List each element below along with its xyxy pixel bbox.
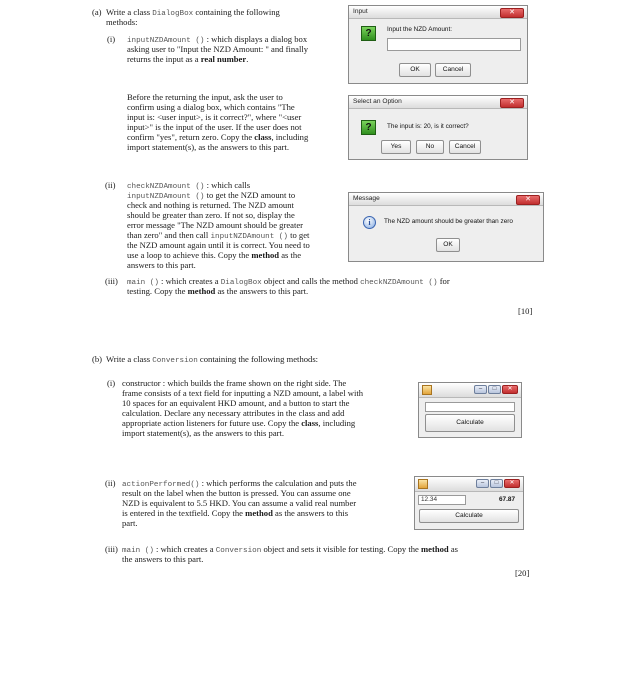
part-a-i-more-2: confirm using a dialog box, which contains "The bbox=[127, 102, 295, 112]
minimize-icon[interactable]: – bbox=[476, 479, 489, 488]
frame-titlebar[interactable] bbox=[415, 477, 523, 492]
part-a-i-more-4: input>" is the input of the user. If the user does not bbox=[127, 122, 302, 132]
conversion-frame-result bbox=[414, 476, 524, 530]
part-a-i-more-3: input is: <user input>, is it correct?", where "<user bbox=[127, 112, 302, 122]
part-b-iii-line-1: main () : which creates a Conversion object and sets it visible for testing. Copy the method as bbox=[122, 544, 458, 555]
part-a-ii-line-7: the NZD amount again until it is correct. You need to bbox=[127, 240, 310, 250]
part-a-label: (a) bbox=[92, 7, 102, 17]
part-b-intro: Write a class Conversion containing the following methods: bbox=[106, 354, 319, 365]
app-icon bbox=[422, 385, 432, 395]
input-dialog-titlebar[interactable] bbox=[349, 6, 527, 19]
input-dialog bbox=[348, 5, 528, 84]
confirm-dialog-title: Select an Option bbox=[353, 98, 402, 105]
part-a-i-label: (i) bbox=[107, 34, 116, 44]
minimize-icon[interactable]: – bbox=[474, 385, 487, 394]
input-dialog-title: Input bbox=[353, 8, 368, 15]
part-a-ii-label: (ii) bbox=[105, 180, 116, 190]
close-icon[interactable]: ✕ bbox=[500, 98, 524, 108]
cancel-button[interactable]: Cancel bbox=[449, 140, 481, 154]
yes-button[interactable]: Yes bbox=[381, 140, 411, 154]
message-dialog-title: Message bbox=[353, 195, 380, 202]
part-a-i-line-3: returns the input as a real number. bbox=[127, 54, 249, 64]
part-b-i-line-3: 10 spaces for an equivalent HKD amount, and a button to start the bbox=[122, 398, 350, 408]
message-dialog-text: The NZD amount should be greater than zero bbox=[384, 218, 513, 225]
calculate-button[interactable]: Calculate bbox=[425, 414, 515, 432]
part-b-label: (b) bbox=[92, 354, 103, 364]
part-a-i-more-1: Before the returning the input, ask the user to bbox=[127, 92, 283, 102]
part-b-iii-label: (iii) bbox=[105, 544, 118, 554]
part-a-intro-line-1: Write a class DialogBox containing the following bbox=[106, 7, 280, 18]
part-b-ii-label: (ii) bbox=[105, 478, 116, 488]
close-icon[interactable]: ✕ bbox=[502, 385, 518, 394]
nzd-amount-input[interactable] bbox=[387, 38, 521, 51]
close-icon[interactable]: ✕ bbox=[516, 195, 540, 205]
nzd-input-field[interactable] bbox=[425, 402, 515, 412]
part-b-ii-line-4: is entered in the textfield. Copy the method as the answers to this bbox=[122, 508, 349, 518]
part-a-ii-line-4: should be greater than zero. If not so, display the bbox=[127, 210, 295, 220]
part-a-iii-line-1: main () : which creates a DialogBox object and calls the method checkNZDAmount () for bbox=[127, 276, 450, 287]
confirm-dialog-message: The input is: 20, is it correct? bbox=[387, 123, 469, 130]
confirm-dialog bbox=[348, 95, 528, 160]
info-icon: i bbox=[363, 216, 376, 229]
no-button[interactable]: No bbox=[416, 140, 444, 154]
message-dialog-titlebar[interactable] bbox=[349, 193, 543, 206]
nzd-input-field[interactable]: 12.34 bbox=[418, 495, 466, 505]
part-b-i-line-2: frame consists of a text field for inputting a NZD amount, a label with bbox=[122, 388, 364, 398]
hkd-result-label: 67.87 bbox=[499, 496, 515, 503]
part-a-i-line-2: asking user to "Input the NZD Amount: " and finally bbox=[127, 44, 309, 54]
part-b-ii-line-5: part. bbox=[122, 518, 138, 528]
part-a-ii-line-1: checkNZDAmount () : which calls bbox=[127, 180, 251, 191]
part-b-ii-line-2: result on the label when the button is pressed. You can assume one bbox=[122, 488, 351, 498]
part-b-ii-line-1: actionPerformed() : which performs the calculation and puts the bbox=[122, 478, 357, 489]
input-dialog-prompt: Input the NZD Amount: bbox=[387, 26, 453, 33]
part-a-intro-line-2: methods: bbox=[106, 17, 138, 27]
part-b-i-label: (i) bbox=[107, 378, 116, 388]
ok-button[interactable]: OK bbox=[399, 63, 431, 77]
question-icon: ? bbox=[361, 120, 376, 135]
maximize-icon[interactable]: □ bbox=[488, 385, 501, 394]
maximize-icon[interactable]: □ bbox=[490, 479, 503, 488]
part-a-iii-label: (iii) bbox=[105, 276, 118, 286]
ok-button[interactable]: OK bbox=[436, 238, 460, 252]
part-b-ii-line-3: NZD is equivalent to 5.5 HKD. You can assume a valid real number bbox=[122, 498, 357, 508]
part-a-ii-line-2: inputNZDAmount () to get the NZD amount to bbox=[127, 190, 296, 201]
part-a-ii-line-5: error message "The NZD amount should be greater bbox=[127, 220, 304, 230]
confirm-dialog-titlebar[interactable] bbox=[349, 96, 527, 109]
frame-titlebar[interactable] bbox=[419, 383, 521, 398]
part-b-i-line-6: import statement(s), as the answers to this part. bbox=[122, 428, 285, 438]
part-a-marks: [10] bbox=[518, 306, 533, 316]
close-icon[interactable]: ✕ bbox=[504, 479, 520, 488]
part-a-iii-line-2: testing. Copy the method as the answers to this part. bbox=[127, 286, 309, 296]
conversion-frame-empty bbox=[418, 382, 522, 438]
question-icon: ? bbox=[361, 26, 376, 41]
part-b-i-line-1: constructor : which builds the frame shown on the right side. The bbox=[122, 378, 347, 388]
app-icon bbox=[418, 479, 428, 489]
part-b-i-line-4: calculation. Declare any necessary attributes in the class and add bbox=[122, 408, 345, 418]
part-a-ii-line-9: answers to this part. bbox=[127, 260, 196, 270]
cancel-button[interactable]: Cancel bbox=[435, 63, 471, 77]
part-b-iii-line-2: the answers to this part. bbox=[122, 554, 204, 564]
calculate-button[interactable]: Calculate bbox=[419, 509, 519, 523]
part-a-ii-line-8: use a loop to achieve this. Copy the method as the bbox=[127, 250, 302, 260]
part-a-i-more-5: confirm "yes", return zero. Copy the class, including bbox=[127, 132, 309, 142]
part-a-i-line-1: inputNZDAmount () : which displays a dialog box bbox=[127, 34, 308, 45]
part-a-i-more-6: import statement(s), as the answers to this part. bbox=[127, 142, 290, 152]
message-dialog bbox=[348, 192, 544, 262]
part-a-ii-line-3: check and nothing is returned. The NZD amount bbox=[127, 200, 294, 210]
part-b-marks: [20] bbox=[515, 568, 530, 578]
part-b-i-line-5: appropriate action listeners for future use. Copy the class, including bbox=[122, 418, 356, 428]
part-a-ii-line-6: than zero" and then call inputNZDAmount () to get bbox=[127, 230, 310, 241]
close-icon[interactable]: ✕ bbox=[500, 8, 524, 18]
